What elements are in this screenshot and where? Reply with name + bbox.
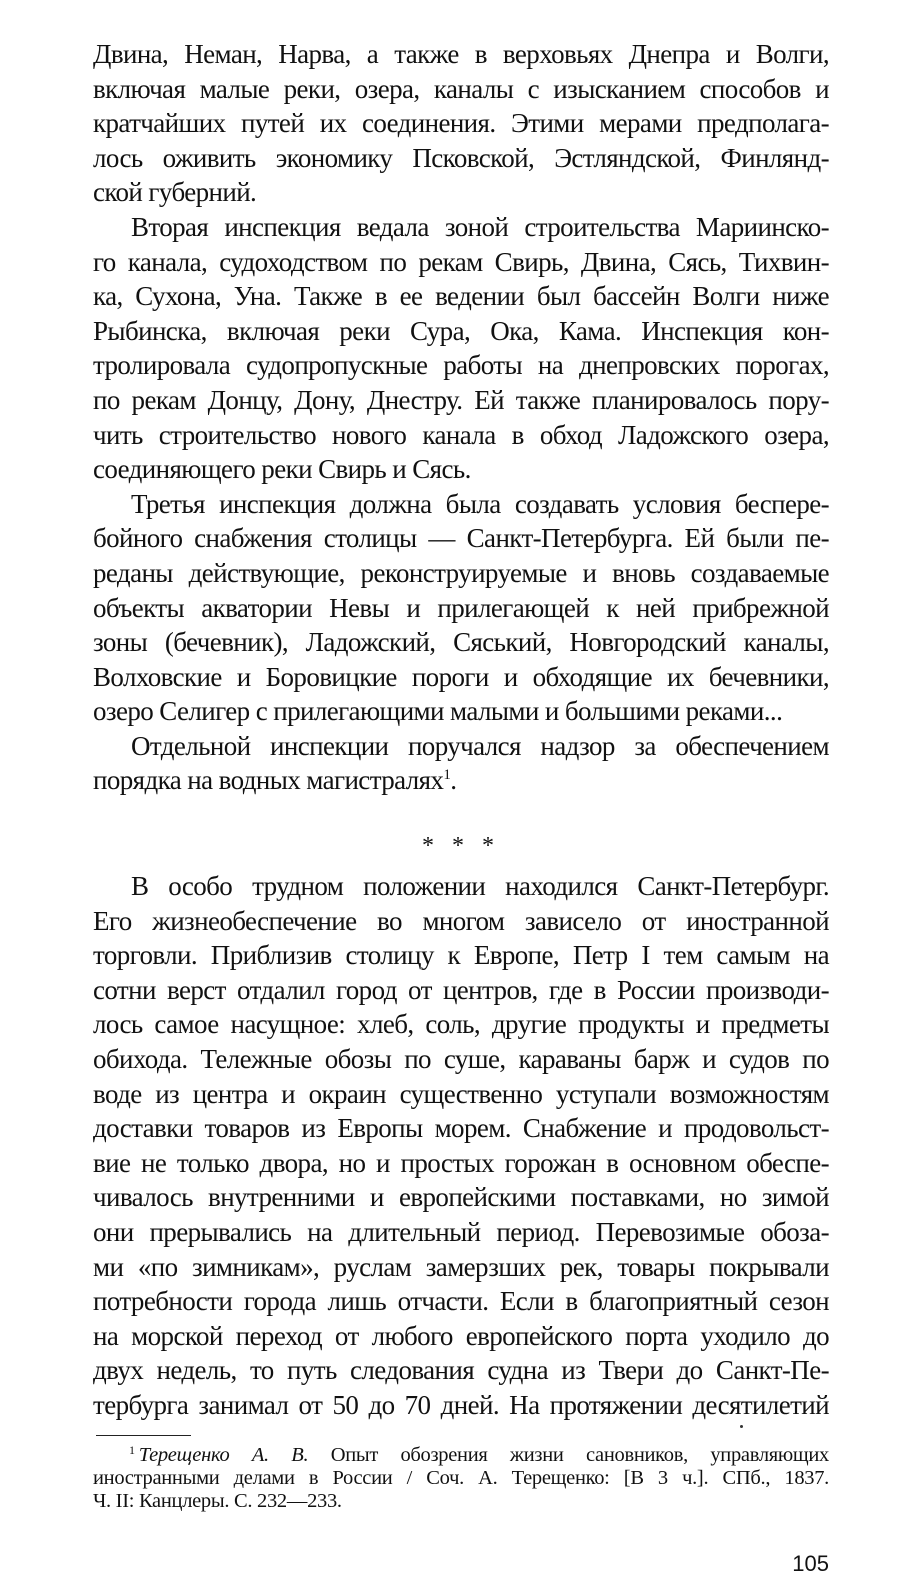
text-line: потребности города лишь отчасти. Если в благоприятный сезон <box>93 1286 829 1317</box>
text-line: обихода. Тележные обозы по суше, караваны барж и судов по <box>93 1044 829 1075</box>
text-line: кратчайших путей их соединения. Этими мерами предполага- <box>93 108 829 139</box>
text-line: лось самое насущное: хлеб, соль, другие продукты и предметы <box>93 1009 829 1040</box>
text-line: двух недель, то путь следования судна из Твери до Санкт-Пе- <box>93 1355 829 1386</box>
text-line: торговли. Приблизив столицу к Европе, Петр I тем самым на <box>93 940 829 971</box>
footnote-line: иностранными делами в России / Соч. А. Терещенко: [В 3 ч.]. СПб., 1837. <box>93 1466 829 1489</box>
text-line: Отдельной инспекции поручался надзор за обеспечением <box>131 730 829 761</box>
text-line: реданы действующие, реконструируемые и вновь создаваемые <box>93 557 829 588</box>
text-line: ка, Сухона, Уна. Также в ее ведении был бассейн Волги ниже <box>93 281 829 312</box>
text-line: озеро Селигер с прилегающими малыми и большими реками... <box>93 696 783 727</box>
text-line: го канала, судоходством по рекам Свирь, Двина, Сясь, Тихвин- <box>93 246 829 277</box>
page-text <box>93 0 829 1591</box>
text-line: тролировала судопропускные работы на днепровских порогах, <box>93 350 829 381</box>
page-number: 105 <box>792 1550 829 1576</box>
text-line: чивалось внутренними и европейскими поставками, но зимой <box>93 1182 829 1213</box>
text-line: бойного снабжения столицы — Санкт-Петербурга. Ей были пе- <box>93 523 829 554</box>
text-line: включая малые реки, озера, каналы с изысканием способов и <box>93 73 829 104</box>
text-line: вие не только двора, но и простых горожан в основном обеспе- <box>93 1147 829 1178</box>
text-line <box>93 763 829 798</box>
text-line: доставки товаров из Европы морем. Снабжение и продовольст- <box>93 1113 829 1144</box>
text-line: сотни верст отдалил город от центров, где в России производи- <box>93 974 829 1005</box>
text-line: зоны (бечевник), Ладожский, Сяський, Новгородский каналы, <box>93 627 829 658</box>
text-line: на морской переход от любого европейского порта уходило до <box>93 1320 829 1351</box>
text-line: соединяющего реки Свирь и Сясь. <box>93 454 471 485</box>
text-line: тербурга занимал от 50 до 70 дней. На протяжении десятилетий <box>93 1389 829 1420</box>
paragraph-3 <box>93 487 829 729</box>
section-separator: * * * <box>422 833 500 860</box>
text-line: по рекам Донцу, Дону, Днестру. Ей также планировалось пору- <box>93 384 829 415</box>
print-speck <box>740 1425 743 1428</box>
text-line: Его жизнеобеспечение во многом зависело от иностранной <box>93 905 829 936</box>
text-line: Двина, Неман, Нарва, а также в верховьях Днепра и Волги, <box>93 39 829 69</box>
footnote <box>93 1444 829 1513</box>
footnote-author: Терещенко А. В. <box>138 1443 309 1466</box>
print-speck-row <box>93 1423 829 1431</box>
footnote-title: Опыт обозрения жизни сановников, управляющих <box>330 1443 829 1466</box>
paragraph-1 <box>93 37 829 210</box>
text-line: они прерывались на длительный период. Перевозимые обоза- <box>93 1217 829 1247</box>
text-line: Рыбинска, включая реки Сура, Ока, Кама. Инспекция кон- <box>93 315 829 346</box>
paragraph-2 <box>93 210 829 487</box>
footnote-line <box>93 1444 829 1467</box>
text-line: В особо трудном положении находился Санкт-Петербург. <box>131 871 829 902</box>
text-fragment: . <box>450 765 457 796</box>
text-line: воде из центра и окраин существенно уступали возможностям <box>93 1078 829 1109</box>
footnote-reference[interactable]: 1 <box>443 767 451 784</box>
text-line: ской губерний. <box>93 177 257 208</box>
paragraph-4 <box>93 729 829 798</box>
page-footer <box>93 1551 829 1591</box>
text-line: чить строительство нового канала в обход Ладожского озера, <box>93 419 829 450</box>
text-line: лось оживить экономику Псковской, Эстляндской, Финлянд- <box>93 142 829 173</box>
text-line: Вторая инспекция ведала зоной строительства Мариинско- <box>131 211 829 242</box>
text-line: Третья инспекция должна была создавать условия беспере- <box>131 488 829 519</box>
paragraph-5 <box>93 869 829 1423</box>
footnote-line: Ч. II: Канцлеры. С. 232—233. <box>93 1489 342 1512</box>
text-line: объекты акватории Невы и прилегающей к ней прибрежной <box>93 592 829 623</box>
footnote-number: 1 <box>129 1442 135 1457</box>
text-line: Волховские и Боровицкие пороги и обходящие их бечевники, <box>93 661 829 692</box>
text-fragment: порядка на водных магистралях <box>93 765 444 796</box>
footnote-divider <box>96 1435 191 1436</box>
text-line: ми «по зимникам», руслам замерзших рек, товары покрывали <box>93 1251 829 1282</box>
